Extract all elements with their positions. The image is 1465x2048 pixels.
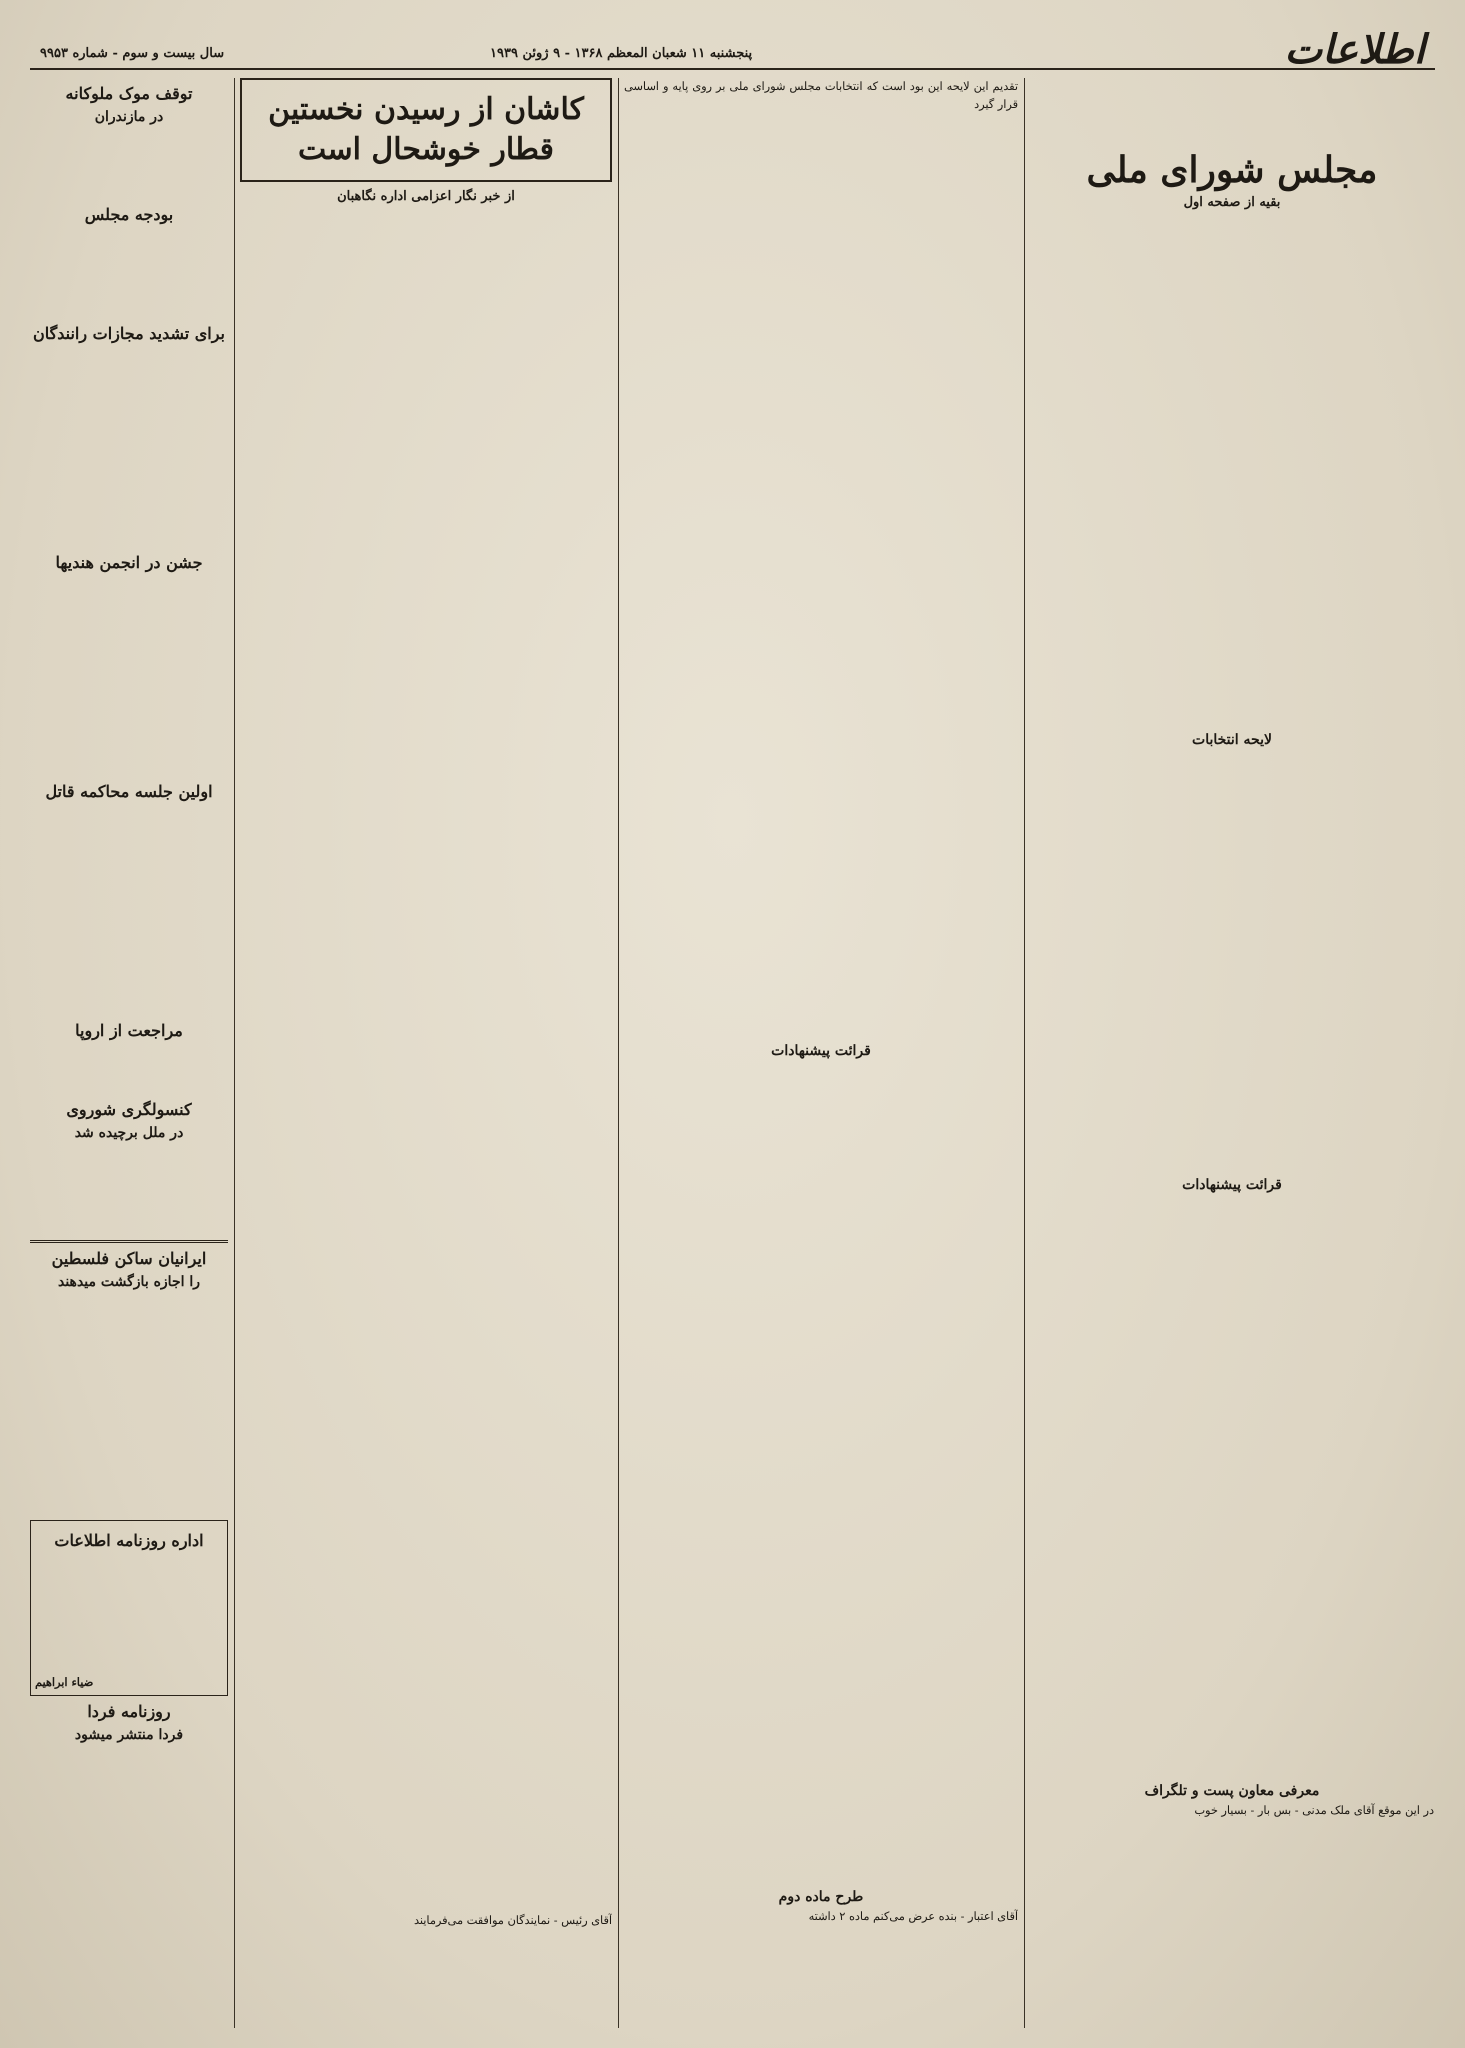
header-rule xyxy=(30,68,1435,70)
section-heading-election-bill: لایحه انتخابات xyxy=(1192,731,1272,748)
section-body xyxy=(624,117,1018,1037)
brief-title-soviet-consulate: کنسولگری شوروی xyxy=(66,1099,192,1119)
column-separator xyxy=(1024,78,1025,2028)
brief-body xyxy=(30,576,228,776)
brief-body xyxy=(30,129,228,199)
brief-title-drivers-penalty: برای تشدید مجازات رانندگان xyxy=(32,323,226,343)
notice-signature: ضیاء ابراهیم xyxy=(35,1674,94,1689)
opening-paragraph: تقدیم این لایحه این بود است که انتخابات مجلس شورای ملی بر روی پایه و اساسی قرار گیرد xyxy=(624,80,1018,111)
article-body-kashan xyxy=(240,212,612,1912)
section-heading-proposals: قرائت پیشنهادات xyxy=(1182,1177,1282,1194)
column-majlis-continued xyxy=(624,78,1018,2028)
kashan-headline-box xyxy=(240,78,612,182)
brief-body xyxy=(30,1294,228,1514)
brief-body xyxy=(30,805,228,1015)
divider xyxy=(30,1240,228,1243)
brief-subtitle: را اجازه بازگشت میدهند xyxy=(57,1274,201,1291)
article-title-majlis: مجلس شورای ملی xyxy=(1086,149,1378,191)
brief-body xyxy=(30,347,228,547)
notice-title-ettelaat-office: اداره روزنامه اطلاعات xyxy=(54,1530,204,1550)
column-footer: آقای اعتبار - بنده عرض می‌کنم ماده ۲ داشته xyxy=(808,1910,1018,1924)
brief-title-iranians-palestine: ایرانیان ساکن فلسطین xyxy=(51,1249,207,1269)
brief-title-murder-trial: اولین جلسه محاکمه قاتل xyxy=(45,781,213,801)
column-separator xyxy=(234,78,235,2028)
brief-title-royal-stay: توقف موک ملوکانه xyxy=(65,84,193,103)
section-body xyxy=(624,1063,1018,1883)
section-body xyxy=(1030,1197,1434,1777)
date-line: پنجشنبه ۱۱ شعبان المعظم ۱۳۶۸ - ۹ ژوئن ۱۹۳۹ xyxy=(490,46,753,61)
brief-subtitle: در ملل برچیده شد xyxy=(74,1124,184,1141)
brief-body xyxy=(30,228,228,318)
brief-title-majlis-budget: بودجه مجلس xyxy=(84,204,174,224)
column-kashan xyxy=(240,78,612,2028)
column-briefs xyxy=(30,78,228,2028)
article-title-kashan: کاشان از رسیدن نخستین قطار خوشحال است xyxy=(268,92,584,167)
article-byline-kashan: از خبر نگار اعزامی اداره نگاهبان xyxy=(337,189,515,204)
brief-title-farda-newspaper: روزنامه فردا xyxy=(87,1702,171,1722)
brief-title-return-europe: مراجعت از اروپا xyxy=(75,1020,183,1040)
article-subtitle-majlis: بقیه از صفحه اول xyxy=(1183,195,1281,210)
section-body xyxy=(1030,751,1434,1171)
column-separator xyxy=(618,78,619,2028)
issue-line: سال بیست و سوم - شماره ۹۹۵۳ xyxy=(40,46,225,61)
notice-box xyxy=(30,1520,228,1697)
brief-subtitle: فردا منتشر میشود xyxy=(74,1727,184,1744)
brief-subtitle: در مازندران xyxy=(94,109,164,125)
section-heading-deputy-post: معرفی معاون پست و تلگراف xyxy=(1144,1782,1320,1799)
page-header xyxy=(30,26,1435,73)
column-footer: آقای رئیس - نمایندگان موافقت می‌فرمایند xyxy=(413,1913,612,1927)
notice-body xyxy=(35,1554,223,1674)
brief-body xyxy=(30,1144,228,1234)
masthead-logo: اطلاعات xyxy=(1284,26,1425,73)
brief-title-indian-association: جشن در انجمن هندیها xyxy=(55,552,203,572)
section-heading-proposals-2: قرائت پیشنهادات xyxy=(771,1043,871,1060)
section-heading-article-two: طرح ماده دوم xyxy=(778,1888,864,1905)
brief-body xyxy=(30,1044,228,1094)
column-majlis xyxy=(1030,78,1434,2028)
column-footer: در این موقع آقای ملک مدنی - بس‌ بار - بسیار خوب xyxy=(1194,1804,1434,1818)
